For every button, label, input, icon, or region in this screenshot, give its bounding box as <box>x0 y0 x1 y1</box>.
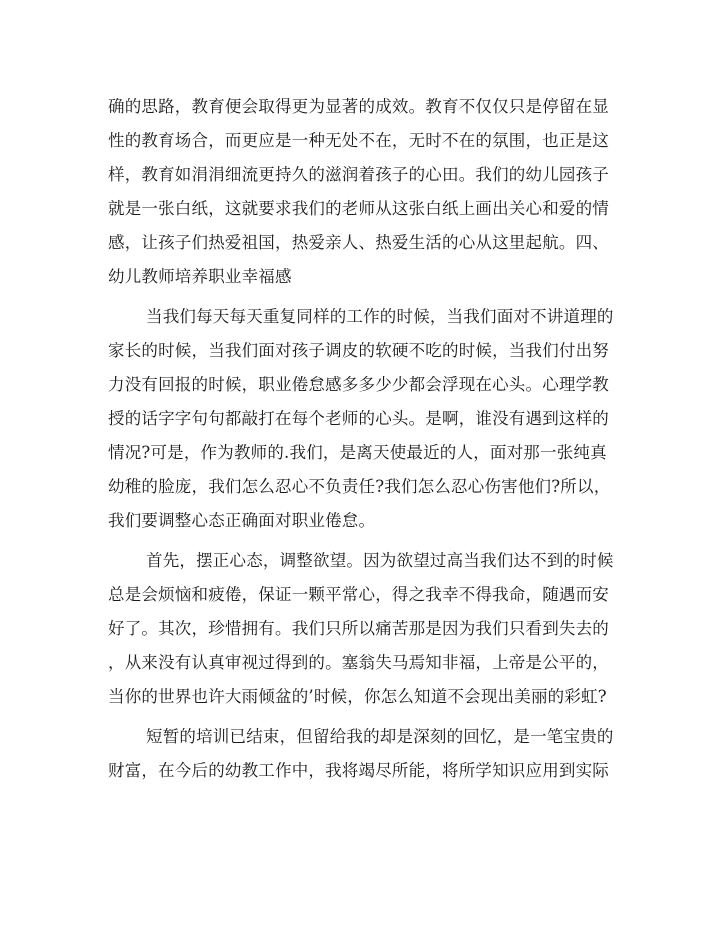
text-line: ，从来没有认真审视过得到的。塞翁失马焉知非福，上帝是公平的， <box>108 653 609 672</box>
text-line: 短暂的培训已结束，但留给我的却是深刻的回忆，是一笔宝贵的 <box>146 727 614 746</box>
text-line: 好了。其次，珍惜拥有。我们只所以痛苦那是因为我们只看到失去的 <box>108 619 609 638</box>
document-body <box>108 90 616 788</box>
text-line: 样，教育如涓涓细流更持久的滋润着孩子的心田。我们的幼儿园孩子 <box>108 165 609 184</box>
text-line: 幼稚的脸庞，我们怎么忍心不负责任?我们怎么忍心伤害他们?所以， <box>108 477 611 496</box>
text-line: 当你的世界也许大雨倾盆的’时候，你怎么知道不会现出美丽的彩虹? <box>108 687 607 706</box>
text-line: 财富，在今后的幼教工作中，我将竭尽所能，将所学知识应用到实际 <box>108 761 609 780</box>
text-line: 就是一张白纸，这就要求我们的老师从这张白纸上画出关心和爱的情 <box>108 199 609 218</box>
paragraph-2 <box>108 300 616 538</box>
text-line: 我们要调整心态正确面对职业倦怠。 <box>108 511 376 530</box>
text-line: 幼儿教师培养职业幸福感 <box>108 267 292 286</box>
text-line: 授的话字字句句都敲打在每个老师的心头。是啊，谁没有遇到这样的 <box>108 409 609 428</box>
text-line: 确的思路，教育便会取得更为显著的成效。教育不仅仅只是停留在显 <box>108 97 609 116</box>
text-line: 性的教育场合，而更应是一种无处不在，无时不在的氛围，也正是这 <box>108 131 609 150</box>
text-line: 总是会烦恼和疲倦，保证一颗平常心，得之我幸不得我命，随遇而安 <box>108 585 609 604</box>
text-line: 首先，摆正心态，调整欲望。因为欲望过高当我们达不到的时候 <box>146 551 614 570</box>
paragraph-1 <box>108 90 616 294</box>
paragraph-4 <box>108 720 616 788</box>
text-line: 感，让孩子们热爱祖国，热爱亲人、热爱生活的心从这里起航。四、 <box>108 233 609 252</box>
text-line: 家长的时候，当我们面对孩子调皮的软硬不吃的时候，当我们付出努 <box>108 341 609 360</box>
paragraph-3 <box>108 544 616 714</box>
text-line: 情况?可是，作为教师的.我们，是离天使最近的人，面对那一张纯真 <box>108 443 607 462</box>
text-line: 力没有回报的时候，职业倦怠感多多少少都会浮现在心头。心理学教 <box>108 375 609 394</box>
text-line: 当我们每天每天重复同样的工作的时候，当我们面对不讲道理的 <box>146 307 614 326</box>
